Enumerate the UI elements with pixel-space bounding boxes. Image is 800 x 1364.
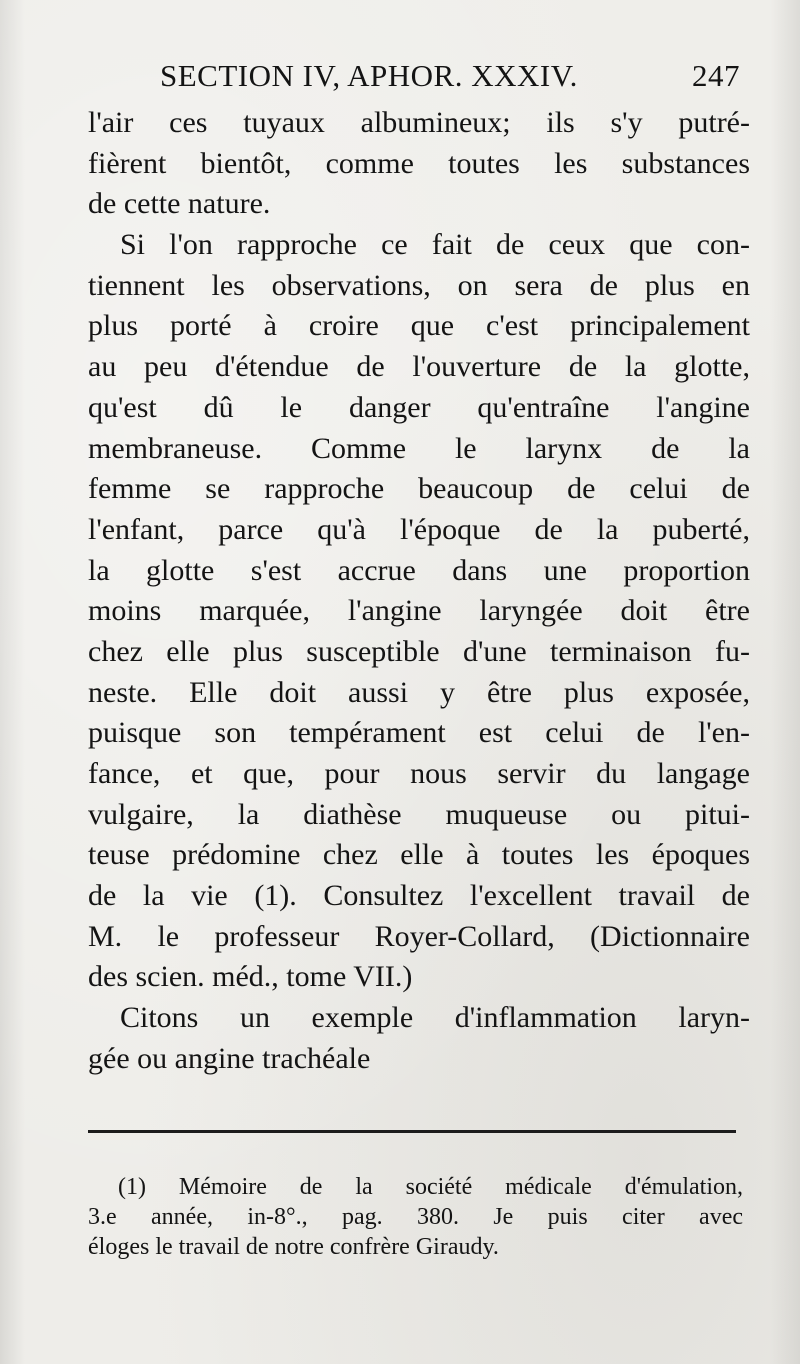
text-line: la glotte s'est accrue dans une proportion	[88, 553, 750, 587]
text-line: puisque son tempérament est celui de l'en-	[88, 716, 750, 750]
footnote-line: éloges le travail de notre confrère Giraudy.	[88, 1234, 499, 1260]
text-line: vulgaire, la diathèse muqueuse ou pitui-	[88, 797, 750, 831]
running-head: SECTION IV, APHOR. XXXIV.	[160, 58, 578, 93]
text-line: l'air ces tuyaux albumineux; ils s'y putré-	[88, 106, 750, 139]
text-line: Si l'on rapproche ce fait de ceux que con-	[120, 228, 750, 262]
footnote-rule	[88, 1130, 736, 1133]
text-line: de cette nature.	[88, 187, 271, 221]
text-line: gée ou angine trachéale	[88, 1041, 371, 1075]
text-line: Citons un exemple d'inflammation laryn-	[120, 1001, 750, 1035]
footnote-line: 3.e année, in-8°., pag. 380. Je puis citer avec	[88, 1204, 743, 1230]
text-line: l'enfant, parce qu'à l'époque de la puberté,	[88, 512, 750, 546]
text-line: fance, et que, pour nous servir du langage	[88, 757, 750, 790]
text-line: M. le professeur Royer-Collard, (Dictionnaire	[88, 919, 750, 953]
text-line: membraneuse. Comme le larynx de la	[88, 431, 750, 465]
text-line: moins marquée, l'angine laryngée doit être	[88, 594, 750, 628]
text-line: neste. Elle doit aussi y être plus exposée,	[88, 675, 750, 709]
text-line: teuse prédomine chez elle à toutes les époques	[88, 838, 750, 872]
page-header	[160, 58, 750, 98]
text-line: tiennent les observations, on sera de plus en	[88, 268, 750, 302]
text-line: fièrent bientôt, comme toutes les substances	[88, 146, 750, 180]
page-number: 247	[692, 58, 740, 93]
text-line: qu'est dû le danger qu'entraîne l'angine	[88, 390, 750, 424]
text-line: de la vie (1). Consultez l'excellent travail de	[88, 879, 750, 913]
text-line: chez elle plus susceptible d'une terminaison fu-	[88, 634, 750, 668]
text-line: femme se rapproche beaucoup de celui de	[88, 472, 750, 506]
footnote	[88, 1172, 743, 1262]
footnote-line: (1) Mémoire de la société médicale d'émulation,	[118, 1174, 743, 1200]
text-line: au peu d'étendue de l'ouverture de la glotte,	[88, 350, 750, 384]
body-text	[88, 103, 750, 1080]
text-line: des scien. méd., tome VII.)	[88, 960, 413, 994]
text-line: plus porté à croire que c'est principalement	[88, 309, 750, 343]
